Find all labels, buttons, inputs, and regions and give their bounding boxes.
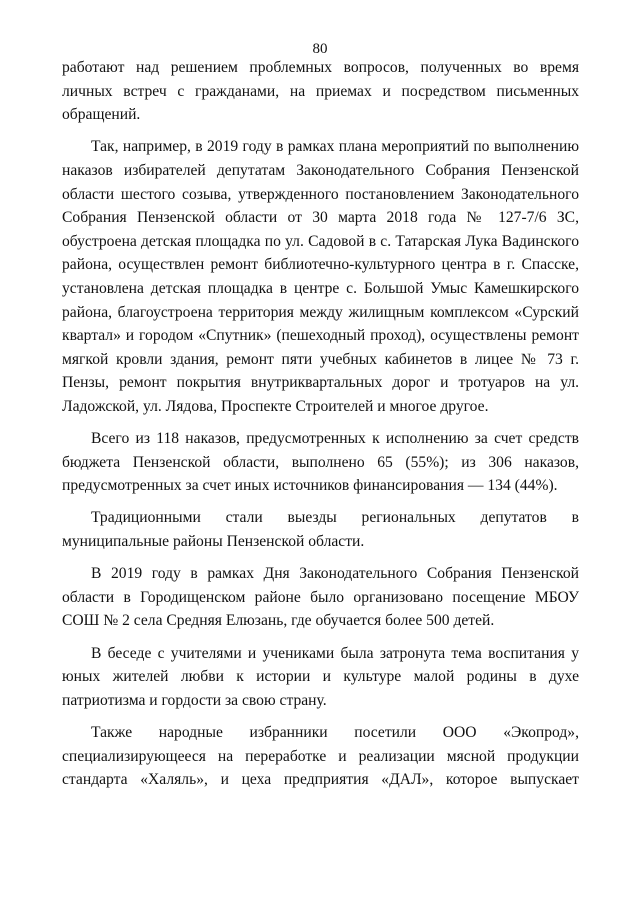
paragraph-regional-visits: Традиционными стали выезды региональных депутатов в муниципальные районы Пензенской области. [62,509,579,551]
paragraph-voter-mandates-examples: Так, например, в 2019 году в рамках плана мероприятий по выполнению наказов избирателей депутатам Законодательного Собрания Пензенской области шестого созыва, утвержденного постановлением Законодательного Собрания Пензенской области от 30 марта 2018 года № 127-7/6 ЗС, обустроена детская площадка по ул. Садовой в с. Татарская Лука Вадинского района, осуществлен ремонт библиотечно-культурного центра в г. Спасске, установлена детская площадка в центре с. Большой Умыс Камешкирского района, благоустроена территория между жилищным комплексом «Сурский квартал» и городом «Спутник» (пешеходный проход), осуществлены ремонт мягкой кровли здания, ремонт пяти учебных кабинетов в лицее № 73 г. Пензы, ремонт покрытия внутриквартальных дорог и тротуаров на ул. Ладожской, ул. Лядова, Проспекте Строителей и многое другое. [62,138,579,415]
paragraph-conversation: В беседе с учителями и учениками была затронута тема воспитания у юных жителей любви к истории и культуре малой родины в духе патриотизма и гордости за свою страну. [62,644,579,709]
page-number: 80 [312,41,328,57]
paragraph-school-visit: В 2019 году в рамках Дня Законодательного Собрания Пензенской области в Городищенском районе было организовано посещение МБОУ СОШ № 2 села Средняя Елюзань, где обучается более 500 детей. [62,565,579,630]
document-body [62,56,579,800]
paragraph-continuation: работают над решением проблемных вопросов, полученных во время личных встреч с гражданами, на приемах и посредством письменных обращений. [62,59,579,124]
paragraph-mandates-statistics: Всего из 118 наказов, предусмотренных к исполнению за счет средств бюджета Пензенской области, выполнено 65 (55%); из 306 наказов, предусмотренных за счет иных источников финансирования — 134 (44%). [62,430,579,495]
paragraph-enterprise-visit: Также народные избранники посетили ООО «Экопрод», специализирующееся на переработке и реализации мясной продукции стандарта «Халяль», и цеха предприятия «ДАЛ», которое выпускает [62,724,579,789]
